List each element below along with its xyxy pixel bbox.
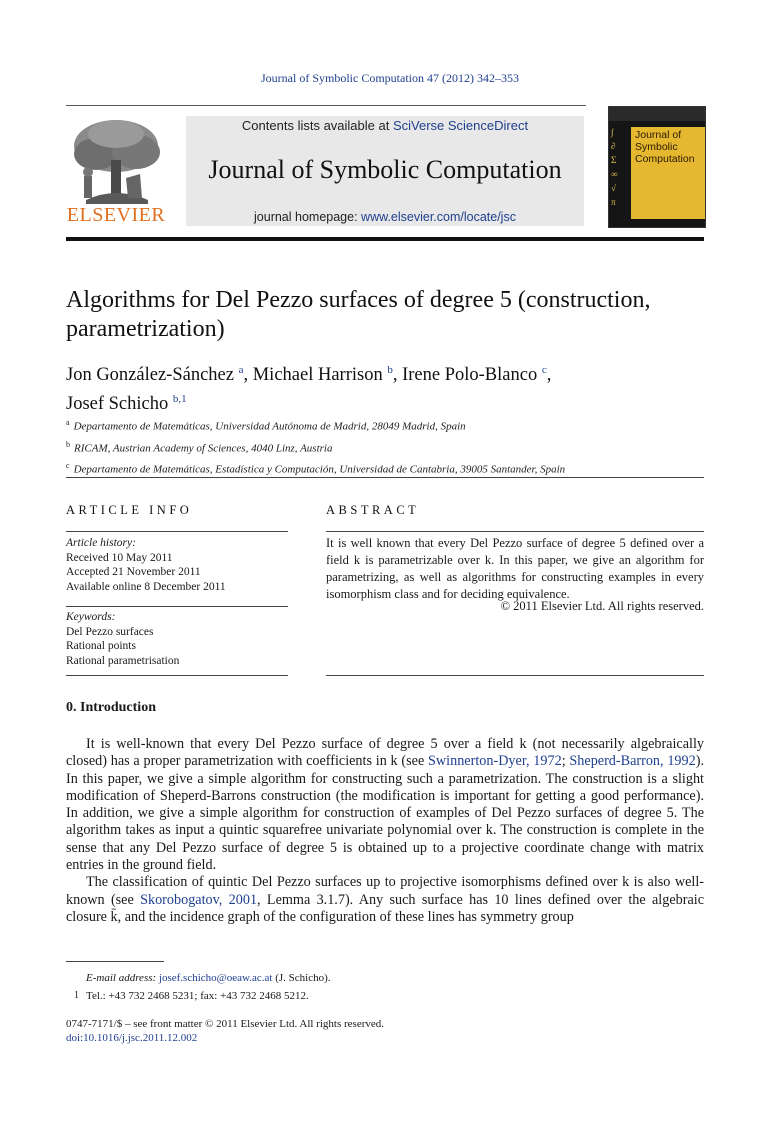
paragraph: The classification of quintic Del Pezzo surfaces up to projective isomorphisms defined over k is also well-known (see Skorobogatov, 2001, Lemma 3.1.7). Any such surface has 10 lines defined over the algebraic closure k̄, and the incidence graph of the configuration of these lines has symmetry group <box>66 874 704 925</box>
section-heading: 0. Introduction <box>66 700 156 715</box>
abstract-rule <box>326 675 704 676</box>
keyword-item: Rational parametrisation <box>66 654 180 667</box>
cover-top-strip <box>609 107 705 121</box>
author-name: Irene Polo-Blanco <box>402 365 538 386</box>
doi-link[interactable]: doi:10.1016/j.jsc.2011.12.002 <box>66 1032 198 1044</box>
homepage-line: journal homepage: www.elsevier.com/locate/jsc <box>254 210 516 224</box>
email-footnote: E-mail address: josef.schicho@oeaw.ac.at (J. Schicho). <box>86 972 331 984</box>
journal-title: Journal of Symbolic Computation <box>208 155 562 184</box>
info-rule <box>66 531 288 532</box>
header-divider <box>66 105 586 106</box>
journal-reference[interactable]: Journal of Symbolic Computation 47 (2012) 342–353 <box>261 71 519 85</box>
affiliations <box>66 414 716 479</box>
citation-link[interactable]: Skorobogatov, 2001 <box>140 891 258 908</box>
affiliation-mark[interactable]: b,1 <box>172 393 187 406</box>
introduction-body <box>66 736 704 926</box>
author-name: Jon González-Sánchez <box>66 365 234 386</box>
affiliation-mark[interactable]: a <box>238 364 244 376</box>
contents-line: Contents lists available at SciVerse ScienceDirect <box>241 118 529 133</box>
affiliation-item: $^a$ Departamento de Matemáticas, Universidad Autónoma de Madrid, 28049 Madrid, Spain <box>66 418 466 433</box>
publisher-name: ELSEVIER <box>66 204 166 226</box>
cover-title: Journal of Symbolic Computation <box>635 129 695 165</box>
email-link[interactable]: josef.schicho@oeaw.ac.at <box>158 972 273 984</box>
paragraph: It is well-known that every Del Pezzo surface of degree 5 over a field k (not necessarily algebraically closed) has a proper parametrization with coefficients in k (see Swinnerton-Dyer, 1972; Sheperd-Barron, 1992). In this paper, we give a simple algorithm for constructing such a parametrization. The construction is a slight modification of Sheperd-Barrons construction (the modification is important for getting a good performance). In addition, we give a simple algorithm for construction of examples of Del Pezzo surfaces of degree 5. The algorithm takes as input a quintic squarefree univariate polynomial over k. The construction is complete in the sense that any Del Pezzo surface of degree 5 is obtained up to a projective coordinate change with matrix entries in the ground field. <box>66 736 704 874</box>
info-rule <box>66 606 288 607</box>
journal-homepage-link[interactable]: www.elsevier.com/locate/jsc <box>361 210 516 224</box>
cover-math-glyphs: ∫ ∂ Σ ∞ √ π <box>611 127 618 207</box>
citation-link[interactable]: Swinnerton-Dyer, 1972 <box>428 753 562 770</box>
abstract-rule <box>326 531 704 532</box>
sciencedirect-link[interactable]: SciVerse ScienceDirect <box>392 118 529 133</box>
abstract-text: It is well known that every Del Pezzo surface of degree 5 defined over a field k is parametrizable over k. In this paper, we give an algorithm for parametrizing, as well as algorithms for constructing examples in every isomorphism class and for deciding equivalence. <box>326 536 704 601</box>
article-history: Article history: Received 10 May 2011 Accepted 21 November 2011 Available online 8 December 2011 <box>66 537 226 593</box>
footnote-rule <box>66 961 164 962</box>
keyword-item: Del Pezzo surfaces <box>66 625 154 638</box>
abstract-copyright: © 2011 Elsevier Ltd. All rights reserved. <box>500 599 704 613</box>
front-matter: 0747-7171/$ – see front matter © 2011 Elsevier Ltd. All rights reserved. doi:10.1016/j.jsc.2011.12.002 <box>66 1017 704 1045</box>
footnote-1: 1 Tel.: +43 732 2468 5231; fax: +43 732 2468 5212. <box>74 990 309 1002</box>
citation-link[interactable]: Sheperd-Barron, 1992 <box>569 753 696 770</box>
affiliation-item: $^b$ RICAM, Austrian Academy of Sciences, 4040 Linz, Austria <box>66 439 333 455</box>
article-title: Algorithms for Del Pezzo surfaces of degree 5 (construction, parametrization) <box>66 287 651 342</box>
affiliation-item: $^c$ Departamento de Matemáticas, Estadística y Computación, Universidad de Cantabria, 39005 Santander, Spain <box>66 461 566 476</box>
footnotes <box>66 969 704 1005</box>
section-divider <box>66 477 704 478</box>
article-info-heading: ARTICLE INFO <box>66 503 193 517</box>
keywords: Keywords: Del Pezzo surfaces Rational points Rational parametrisation <box>66 610 288 668</box>
author-name: Josef Schicho <box>66 394 169 415</box>
keyword-item: Rational points <box>66 640 136 652</box>
author-list: Jon González-Sánchez $^a$, Michael Harrison $^b$, Irene Polo-Blanco $^c$, Josef Schicho $^{b,1}$ <box>66 364 552 415</box>
affiliation-mark[interactable]: c <box>541 364 547 376</box>
affiliation-mark[interactable]: b <box>387 364 393 376</box>
info-rule <box>66 675 288 676</box>
abstract-heading: ABSTRACT <box>326 503 420 517</box>
journal-cover-thumbnail <box>608 106 706 228</box>
banner-rule <box>66 237 704 241</box>
author-name: Michael Harrison <box>252 365 383 386</box>
